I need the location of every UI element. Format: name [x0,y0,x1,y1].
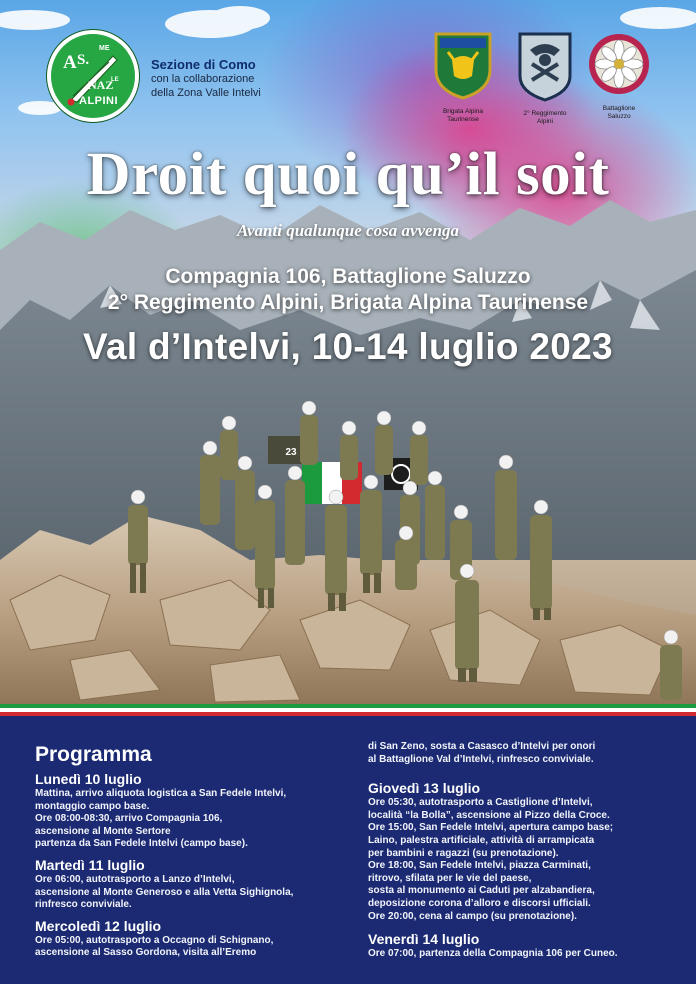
schedule-line: Ore 05:30, autotrasporto a Castiglione d’Intelvi, [368,797,593,809]
programme-left-column [35,771,353,960]
logo-letter-s: S. [77,52,90,68]
badge-battaglione [584,30,654,121]
schedule-line: località “la Bolla”, ascensione al Pizzo della Croce. [368,809,610,821]
badge-brigata [428,30,498,124]
schedule-line: Laino, palestra artificiale, attività di arrampicata [368,834,595,846]
event-place-date: Val d’Intelvi, 10-14 luglio 2023 [83,326,613,367]
schedule-line: ritrovo, sfilata per le vie del paese, [368,872,532,884]
schedule-line: Ore 18:00, San Fedele Intelvi, piazza Carminati, [368,860,591,872]
schedule-line: montaggio campo base. [35,800,150,812]
tricolore-green [0,704,696,708]
unit-line-1: Compagnia 106, Battaglione Saluzzo [165,265,531,288]
section-title: Sezione di Como [151,57,256,72]
tricolore-red [0,712,696,716]
badge-brigata-caption-2: Taurinense [447,116,479,123]
schedule-line: ascensione al Monte Sertore [35,825,171,837]
badge-reggimento-caption-2: Alpini [537,118,553,125]
schedule-line: Ore 07:00, partenza della Compagnia 106 per Cuneo. [368,948,618,960]
tricolore-divider [0,704,696,716]
ana-logo [47,30,139,122]
programme-title: Programma [35,743,152,766]
logo-word-naz: NAZ [88,78,114,92]
schedule-line: partenza da San Fedele Intelvi (campo base). [35,838,248,850]
section-info [151,58,261,100]
section-zone: della Zona Valle Intelvi [151,87,261,99]
schedule-line: sosta al monumento ai Caduti per alzabandiera, [368,885,595,897]
day-heading: Lunedì 10 luglio [35,771,142,787]
schedule-line: di San Zeno, sosta a Casasco d’Intelvi per onori [368,741,596,752]
logo-letters-le: LE [111,77,119,83]
badge-battaglione-caption-2: Saluzzo [607,113,631,120]
badge-reggimento [510,30,580,126]
schedule-line: Ore 06:00, autotrasporto a Lanzo d’Intelvi, [35,873,235,885]
schedule-line: per bambini e ragazzi (su prenotazione). [368,847,559,859]
section-collaboration: con la collaborazione [151,73,255,85]
logo-letters-me: ME [99,45,110,52]
logo-word-alpini: ALPINI [79,95,119,107]
schedule-line: Ore 20:00, cena al campo (su prenotazione). [368,910,577,922]
programme-right-column [368,741,668,961]
day-heading: Venerdì 14 luglio [368,931,480,948]
badge-reggimento-caption-1: 2° Reggimento [523,110,567,117]
schedule-line: Ore 15:00, San Fedele Intelvi, apertura campo base; [368,822,614,834]
schedule-line: Ore 08:00-08:30, arrivo Compagnia 106, [35,813,223,825]
unit-line-2: 2° Reggimento Alpini, Brigata Alpina Taurinense [107,291,589,314]
badge-brigata-caption-1: Brigata Alpina [442,108,484,115]
flag-number: 23 [285,447,297,458]
edelweiss-icon [587,30,651,100]
schedule-line: Ore 05:00, autotrasporto a Occagno di Schignano, [35,934,274,946]
day-heading: Mercoledì 12 luglio [35,917,162,934]
day-heading: Giovedì 13 luglio [368,780,481,797]
shield-eagle-icon [514,30,576,102]
schedule-line: al Battaglione Val d’Intelvi, rinfresco conviviale. [368,753,594,765]
main-title: Droit quoi qu’il soit [86,141,610,208]
schedule-line: Mattina, arrivo aliquota logistica a San Fedele Intelvi, [35,788,287,799]
schedule-line: deposizione corona d’alloro e discorsi ufficiali. [368,897,591,909]
logo-letter-a: A [63,52,77,73]
schedule-line: rinfresco conviviale. [35,899,132,911]
day-heading: Martedì 11 luglio [35,856,145,873]
schedule-line: ascensione al Sasso Gordona, visita all’Eremo [35,947,257,959]
shield-bull-icon [432,30,494,100]
badge-battaglione-caption-1: Battaglione [602,105,636,112]
motto-subtitle: Avanti qualunque cosa avvenga [236,221,460,240]
schedule-line: ascensione al Monte Generoso e alla Vetta Sighignola, [35,886,294,898]
